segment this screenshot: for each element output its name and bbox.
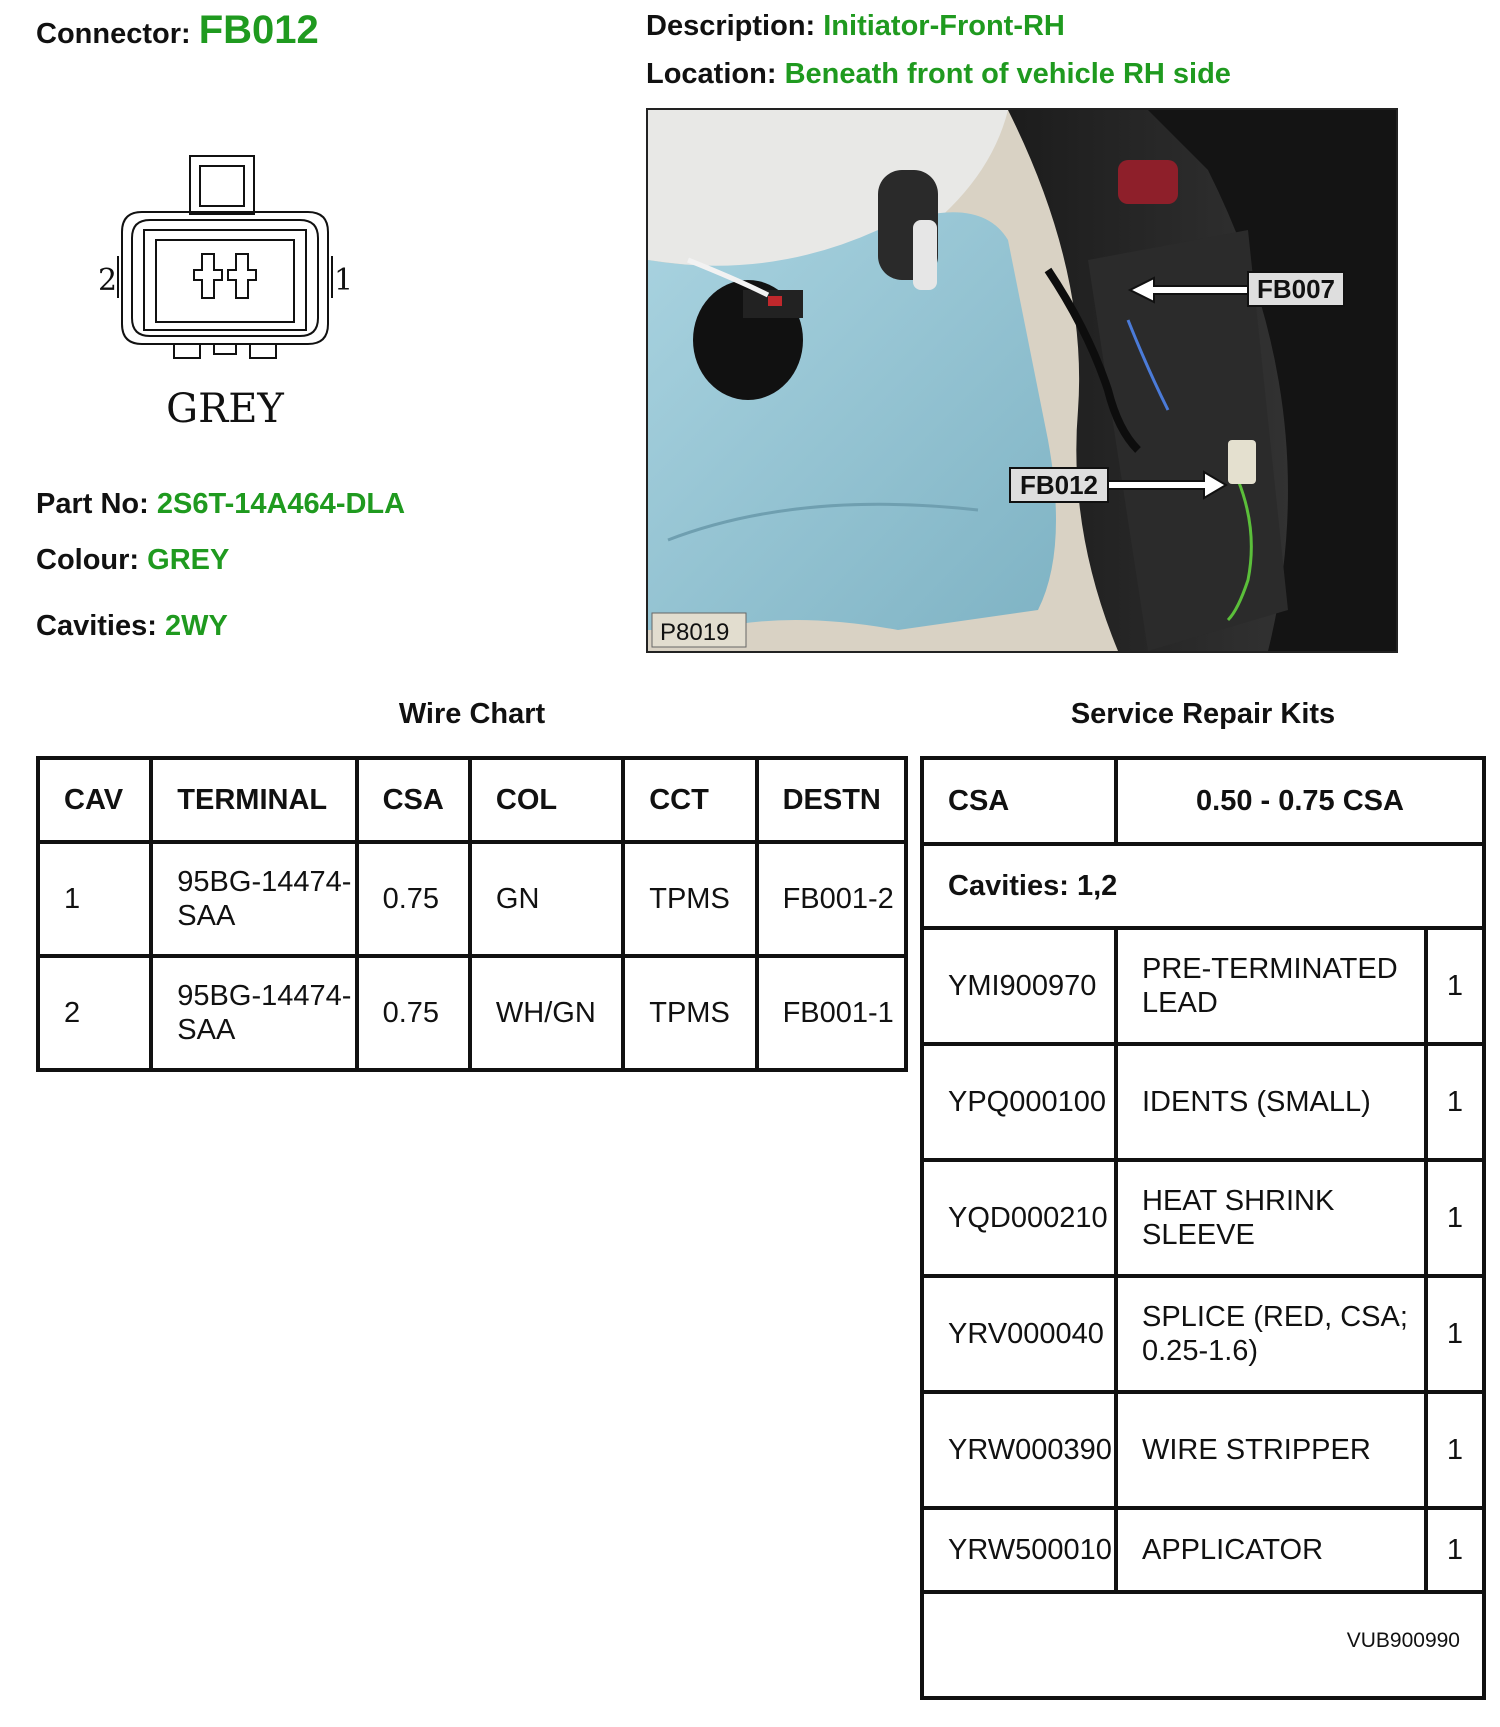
header-cct: CCT bbox=[623, 758, 756, 842]
kit-qty: 1 bbox=[1426, 1276, 1484, 1392]
kits-cavities-row bbox=[922, 844, 1484, 928]
location-value: Beneath front of vehicle RH side bbox=[784, 58, 1231, 90]
cell-col: GN bbox=[470, 842, 623, 956]
colour-line bbox=[36, 544, 229, 577]
kits-footer-row bbox=[922, 1592, 1484, 1698]
description-label: Description: bbox=[646, 10, 816, 42]
pin-left-number: 2 bbox=[98, 263, 118, 298]
cell-csa: 0.75 bbox=[357, 956, 470, 1070]
photo-label-fb007: FB007 bbox=[1256, 274, 1336, 304]
cavities-value: 2WY bbox=[164, 610, 228, 642]
kits-header-range: 0.50 - 0.75 CSA bbox=[1116, 758, 1484, 844]
kit-desc: WIRE STRIPPER bbox=[1116, 1392, 1426, 1508]
pin-right-number: 1 bbox=[334, 263, 354, 298]
cell-cav: 1 bbox=[38, 842, 151, 956]
header-cav: CAV bbox=[38, 758, 151, 842]
photo-label-fb012: FB012 bbox=[1019, 470, 1099, 500]
kit-code: YQD000210 bbox=[922, 1160, 1116, 1276]
cavities-label: Cavities: bbox=[36, 610, 157, 642]
kits-header-csa: CSA bbox=[922, 758, 1116, 844]
diagram-colour-text: GREY bbox=[166, 386, 284, 432]
cell-terminal: 95BG-14474-SAA bbox=[151, 842, 356, 956]
table-row bbox=[922, 1276, 1484, 1392]
photo-illustration bbox=[648, 110, 1396, 651]
kit-qty: 1 bbox=[1426, 1044, 1484, 1160]
description-line bbox=[646, 10, 1065, 43]
kit-code: YRV000040 bbox=[922, 1276, 1116, 1392]
kit-desc: IDENTS (SMALL) bbox=[1116, 1044, 1426, 1160]
table-row bbox=[922, 1160, 1484, 1276]
table-row bbox=[38, 956, 906, 1070]
wire-chart-table bbox=[36, 756, 908, 1072]
cell-cct: TPMS bbox=[623, 842, 756, 956]
cell-cav: 2 bbox=[38, 956, 151, 1070]
photo-code: P8019 bbox=[660, 619, 730, 646]
pin-1-terminal bbox=[228, 254, 256, 298]
wire-chart-header-row bbox=[38, 758, 906, 842]
header-destn: DESTN bbox=[757, 758, 906, 842]
part-value: 2S6T-14A464-DLA bbox=[156, 488, 406, 520]
part-number-line bbox=[36, 488, 405, 521]
connector-label: Connector: bbox=[36, 18, 191, 50]
cell-col: WH/GN bbox=[470, 956, 623, 1070]
wire-chart-title: Wire Chart bbox=[398, 698, 546, 730]
kit-desc: APPLICATOR bbox=[1116, 1508, 1426, 1592]
header-col: COL bbox=[470, 758, 623, 842]
kit-code: YRW500010 bbox=[922, 1508, 1116, 1592]
cell-destn: FB001-2 bbox=[757, 842, 906, 956]
cell-csa: 0.75 bbox=[357, 842, 470, 956]
table-row bbox=[38, 842, 906, 956]
kit-code: YPQ000100 bbox=[922, 1044, 1116, 1160]
repair-kits-table bbox=[920, 756, 1486, 1700]
colour-label: Colour: bbox=[36, 544, 140, 576]
header-csa: CSA bbox=[357, 758, 470, 842]
kit-qty: 1 bbox=[1426, 1508, 1484, 1592]
kit-qty: 1 bbox=[1426, 928, 1484, 1044]
kit-code: YRW000390 bbox=[922, 1392, 1116, 1508]
connector-value: FB012 bbox=[198, 8, 319, 52]
cell-terminal: 95BG-14474-SAA bbox=[151, 956, 356, 1070]
kits-cavities: Cavities: 1,2 bbox=[922, 844, 1484, 928]
repair-kits-title: Service Repair Kits bbox=[1070, 698, 1336, 730]
connector-heading bbox=[36, 8, 319, 53]
connector-diagram bbox=[90, 148, 360, 438]
colour-value: GREY bbox=[147, 544, 230, 576]
kit-desc: HEAT SHRINK SLEEVE bbox=[1116, 1160, 1426, 1276]
table-row bbox=[922, 1392, 1484, 1508]
pin-2-terminal bbox=[194, 254, 222, 298]
location-photo bbox=[646, 108, 1398, 653]
part-label: Part No: bbox=[36, 488, 149, 520]
header-terminal: TERMINAL bbox=[151, 758, 356, 842]
kit-desc: PRE-TERMINATED LEAD bbox=[1116, 928, 1426, 1044]
kits-header-row bbox=[922, 758, 1484, 844]
table-row bbox=[922, 1044, 1484, 1160]
cell-destn: FB001-1 bbox=[757, 956, 906, 1070]
kit-qty: 1 bbox=[1426, 1160, 1484, 1276]
kit-code: YMI900970 bbox=[922, 928, 1116, 1044]
kit-qty: 1 bbox=[1426, 1392, 1484, 1508]
table-row bbox=[922, 928, 1484, 1044]
location-label: Location: bbox=[646, 58, 777, 90]
table-row bbox=[922, 1508, 1484, 1592]
location-line bbox=[646, 58, 1231, 91]
cell-cct: TPMS bbox=[623, 956, 756, 1070]
latch-inner bbox=[200, 166, 244, 206]
cavities-line bbox=[36, 610, 228, 643]
kit-desc: SPLICE (RED, CSA; 0.25-1.6) bbox=[1116, 1276, 1426, 1392]
description-value: Initiator-Front-RH bbox=[823, 10, 1065, 42]
kits-footer-code: VUB900990 bbox=[922, 1592, 1484, 1698]
